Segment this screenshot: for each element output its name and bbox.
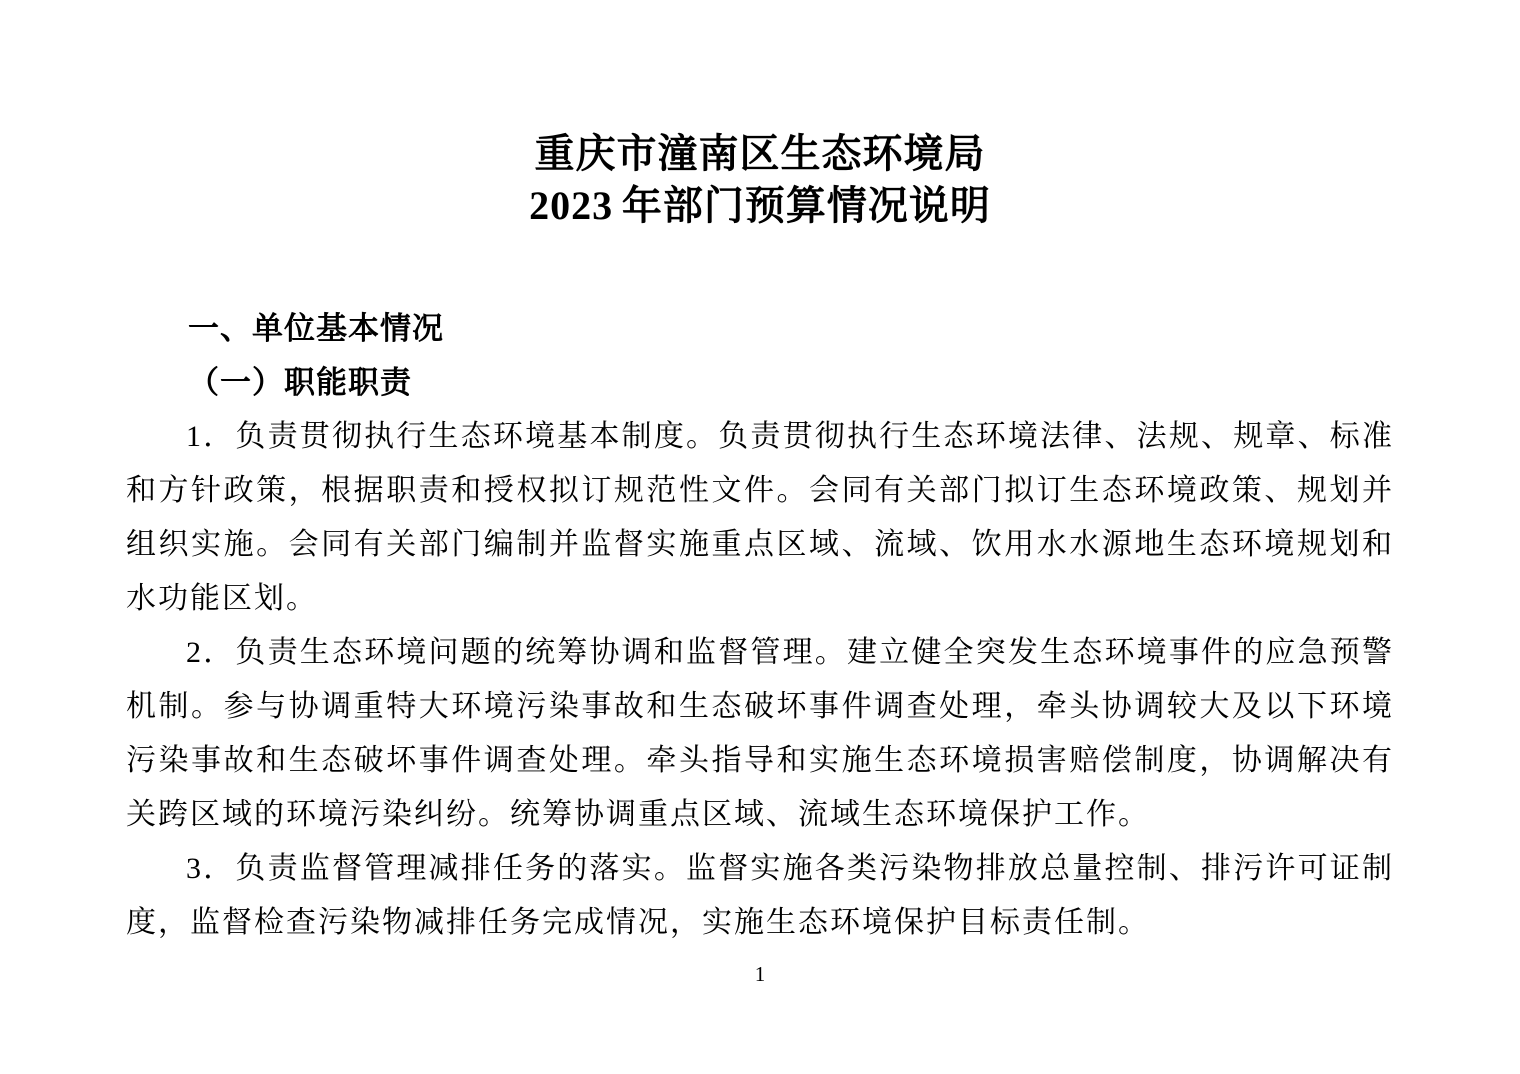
document-title <box>126 0 1394 232</box>
paragraph-duty-3: 3．负责监督管理减排任务的落实。监督实施各类污染物排放总量控制、排污许可证制度，监督检查污染物减排任务完成情况，实施生态环境保护目标责任制。 <box>126 852 1394 939</box>
subsection-heading-duties: （一）职能职责 <box>188 365 412 400</box>
title-line-2 <box>126 180 1394 232</box>
title-year-number: 2023 <box>529 183 614 228</box>
document-body <box>126 302 1394 950</box>
title-line-2-text: 年部门预算情况说明 <box>621 184 991 228</box>
page-number: 1 <box>754 962 766 986</box>
title-line-1: 重庆市潼南区生态环境局 <box>534 132 986 176</box>
paragraph-duty-2: 2．负责生态环境问题的统筹协调和监督管理。建立健全突发生态环境事件的应急预警机制。参与协调重特大环境污染事故和生态破坏事件调查处理，牵头协调较大及以下环境污染事故和生态破坏事件调查处理。牵头指导和实施生态环境损害赔偿制度，协调解决有关跨区域的环境污染纠纷。统筹协调重点区域、流域生态环境保护工作。 <box>126 636 1394 831</box>
section-heading-basic-info: 一、单位基本情况 <box>188 311 444 346</box>
paragraph-duty-1: 1．负责贯彻执行生态环境基本制度。负责贯彻执行生态环境法律、法规、规章、标准和方针政策，根据职责和授权拟订规范性文件。会同有关部门拟订生态环境政策、规划并组织实施。会同有关部门编制并监督实施重点区域、流域、饮用水水源地生态环境规划和水功能区划。 <box>126 420 1394 615</box>
